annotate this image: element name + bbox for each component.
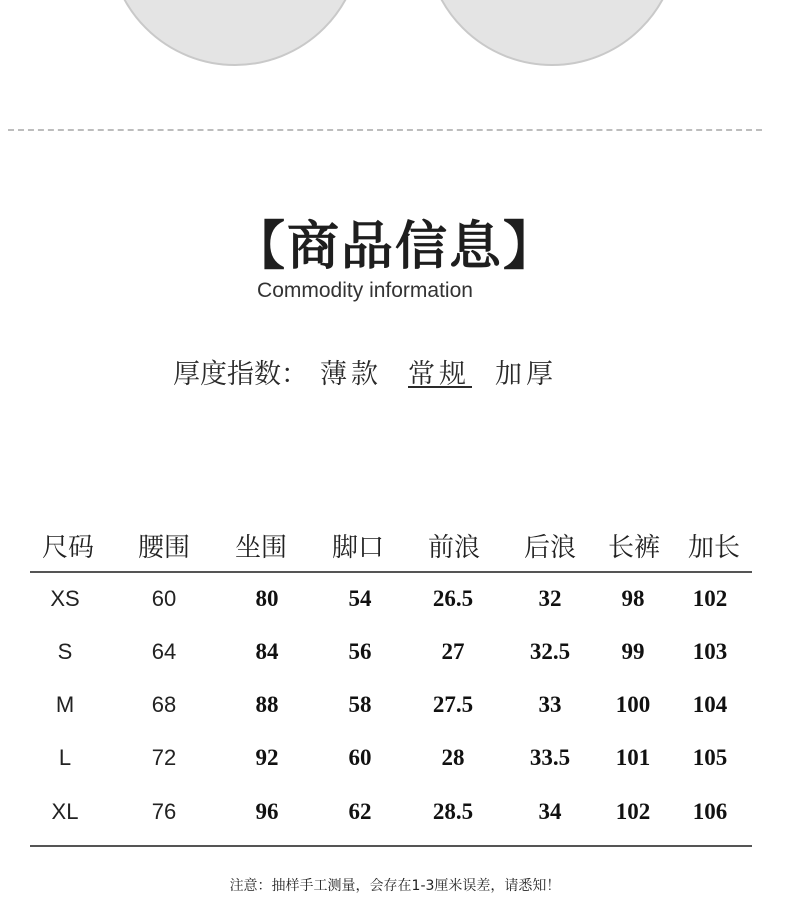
cell-extra-long: 103	[692, 639, 728, 664]
cell-long-pants: 101	[615, 745, 651, 770]
cell-size: S	[57, 639, 73, 664]
cell-back-rise: 33.5	[529, 745, 571, 770]
section-title: 【商品信息】	[232, 217, 557, 277]
cell-hip: 80	[255, 586, 279, 611]
cell-hem: 56	[348, 639, 372, 664]
thickness-option-regular: 常规	[408, 359, 470, 390]
cell-hip: 92	[255, 745, 279, 770]
cell-waist: 64	[151, 639, 177, 664]
cell-front-rise: 28	[441, 745, 465, 770]
cell-hem: 54	[348, 586, 372, 611]
thickness-selected-underline	[408, 386, 472, 388]
cell-front-rise: 26.5	[432, 586, 474, 611]
header-long-pants: 长裤	[607, 533, 660, 563]
cell-long-pants: 102	[615, 799, 651, 824]
cell-waist: 72	[151, 745, 177, 770]
cell-back-rise: 32.5	[529, 639, 571, 664]
cell-size: L	[58, 745, 72, 770]
thickness-label: 厚度指数：	[173, 359, 308, 390]
header-hem: 脚口	[331, 533, 384, 563]
cell-extra-long: 106	[692, 799, 728, 824]
cell-extra-long: 104	[692, 692, 728, 717]
cell-long-pants: 98	[621, 586, 645, 611]
header-waist: 腰围	[137, 533, 190, 563]
cell-hip: 84	[255, 639, 279, 664]
thickness-option-thin: 薄款	[320, 359, 382, 390]
section-subtitle: Commodity information	[257, 279, 473, 302]
cell-extra-long: 102	[692, 586, 728, 611]
cell-hip: 96	[255, 799, 279, 824]
header-extra-long: 加长	[687, 533, 740, 563]
cell-back-rise: 32	[538, 586, 562, 611]
cell-long-pants: 100	[615, 692, 651, 717]
cell-hem: 60	[348, 745, 372, 770]
cell-front-rise: 27	[441, 639, 465, 664]
header-hip: 坐围	[234, 533, 287, 563]
measurement-note: 注意：抽样手工测量，会存在1-3厘米误差，请悉知！	[229, 878, 561, 894]
cell-front-rise: 28.5	[432, 799, 474, 824]
cell-size: XL	[51, 799, 79, 824]
cell-hem: 58	[348, 692, 372, 717]
table-top-rule	[30, 571, 752, 573]
cell-waist: 68	[151, 692, 177, 717]
product-image-circle-right	[425, 0, 679, 66]
cell-extra-long: 105	[692, 745, 728, 770]
header-front-rise: 前浪	[427, 533, 480, 563]
thickness-option-thick: 加厚	[495, 359, 557, 390]
section-divider	[8, 129, 762, 131]
cell-long-pants: 99	[621, 639, 645, 664]
product-image-circle-left	[108, 0, 362, 66]
cell-size: M	[55, 692, 75, 717]
cell-hip: 88	[255, 692, 279, 717]
cell-waist: 76	[151, 799, 177, 824]
header-back-rise: 后浪	[523, 533, 576, 563]
header-size: 尺码	[41, 533, 94, 563]
cell-size: XS	[50, 586, 80, 611]
cell-hem: 62	[348, 799, 372, 824]
cell-waist: 60	[151, 586, 177, 611]
table-bottom-rule	[30, 845, 752, 847]
cell-back-rise: 33	[538, 692, 562, 717]
cell-front-rise: 27.5	[432, 692, 474, 717]
cell-back-rise: 34	[538, 799, 562, 824]
